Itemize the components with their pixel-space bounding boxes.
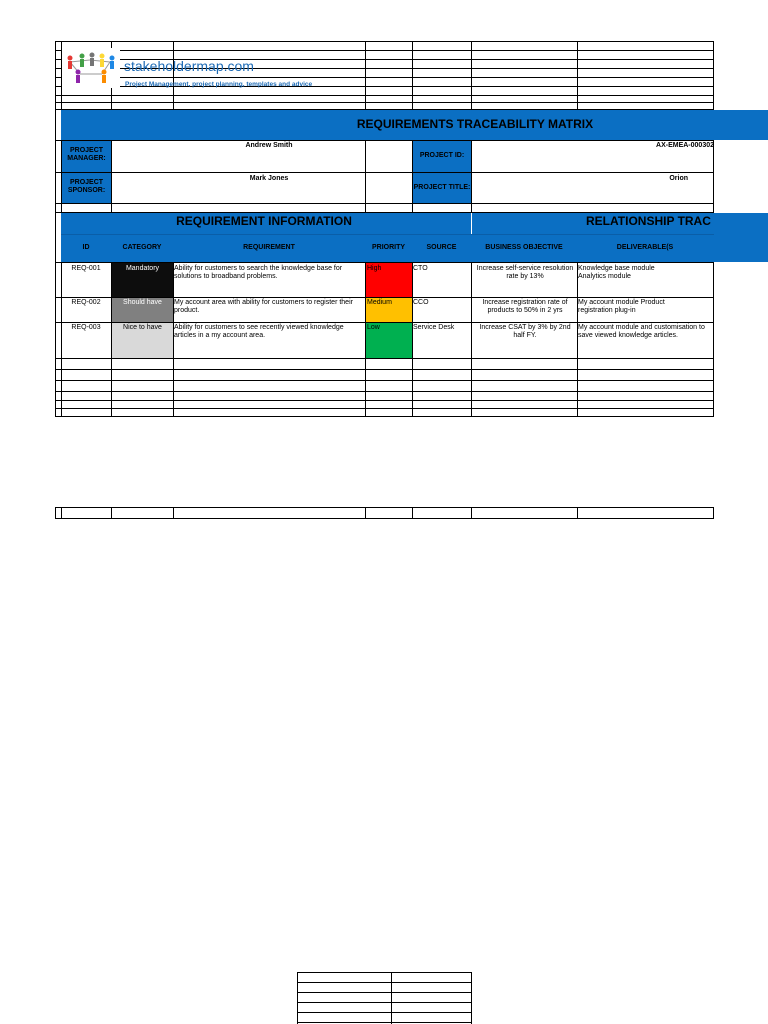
priority-label: Low (367, 324, 380, 331)
category-label: Mandatory (125, 265, 160, 272)
page-title: REQUIREMENTS TRACEABILITY MATRIX (356, 117, 594, 131)
deliverable-text: My account module and customisation to save viewed knowledge articles. (578, 324, 705, 339)
logo (62, 48, 120, 88)
col-header-priority: PRIORITY (371, 244, 406, 251)
project-id-value: AX-EMEA-000302 (656, 142, 714, 149)
project-id-label: PROJECT ID: (419, 152, 465, 159)
brand-tagline: Project Management, project planning, templates and advice (125, 81, 313, 88)
pm-value: Andrew Smith (245, 142, 293, 149)
sponsor-value: Mark Jones (249, 175, 289, 182)
project-title-value: Orion (669, 175, 688, 182)
pm-label: PROJECT MANAGER: (67, 147, 106, 162)
priority-label: High (367, 265, 382, 272)
project-title-label: PROJECT TITLE: (413, 184, 471, 191)
col-header-business-objective: BUSINESS OBJECTIVE (485, 244, 563, 251)
objective-text: Increase self-service resolution rate by 13% (476, 265, 574, 280)
source-text: CCO (413, 299, 429, 306)
col-header-requirement: REQUIREMENT (243, 244, 295, 251)
req-id: REQ-001 (71, 265, 101, 272)
requirement-text: Ability for customers to search the knowledge base for solutions to broadband problems. (174, 265, 343, 280)
col-header-category: CATEGORY (122, 244, 162, 251)
requirement-text: My account area with ability for customers to register their product. (174, 299, 353, 314)
objective-text: Increase CSAT by 3% by 2nd half FY. (479, 324, 571, 339)
stakeholder-people-icon (62, 48, 120, 88)
deliverable-text: Knowledge base module Analytics module (578, 265, 655, 280)
category-label: Nice to have (123, 324, 162, 331)
sponsor-label: PROJECT SPONSOR: (67, 179, 106, 194)
source-text: Service Desk (413, 324, 455, 331)
section-relationship-traceability: RELATIONSHIP TRAC (586, 214, 711, 228)
req-id: REQ-003 (71, 324, 101, 331)
objective-text: Increase registration rate of products to 50% in 2 yrs (482, 299, 568, 314)
col-header-deliverables: DELIVERABLE(S (616, 244, 674, 251)
priority-label: Medium (367, 299, 392, 306)
source-text: CTO (413, 265, 428, 272)
col-header-id: ID (82, 244, 90, 251)
requirement-text: Ability for customers to see recently viewed knowledge articles in a my account area. (174, 324, 344, 339)
category-label: Should have (123, 299, 162, 306)
brand-site[interactable]: stakeholdermap.com (124, 58, 254, 74)
section-requirement-information: REQUIREMENT INFORMATION (176, 214, 352, 228)
col-header-source: SOURCE (426, 244, 457, 251)
deliverable-text: My account module Product registration plug-in (578, 299, 665, 314)
req-id: REQ-002 (71, 299, 101, 306)
